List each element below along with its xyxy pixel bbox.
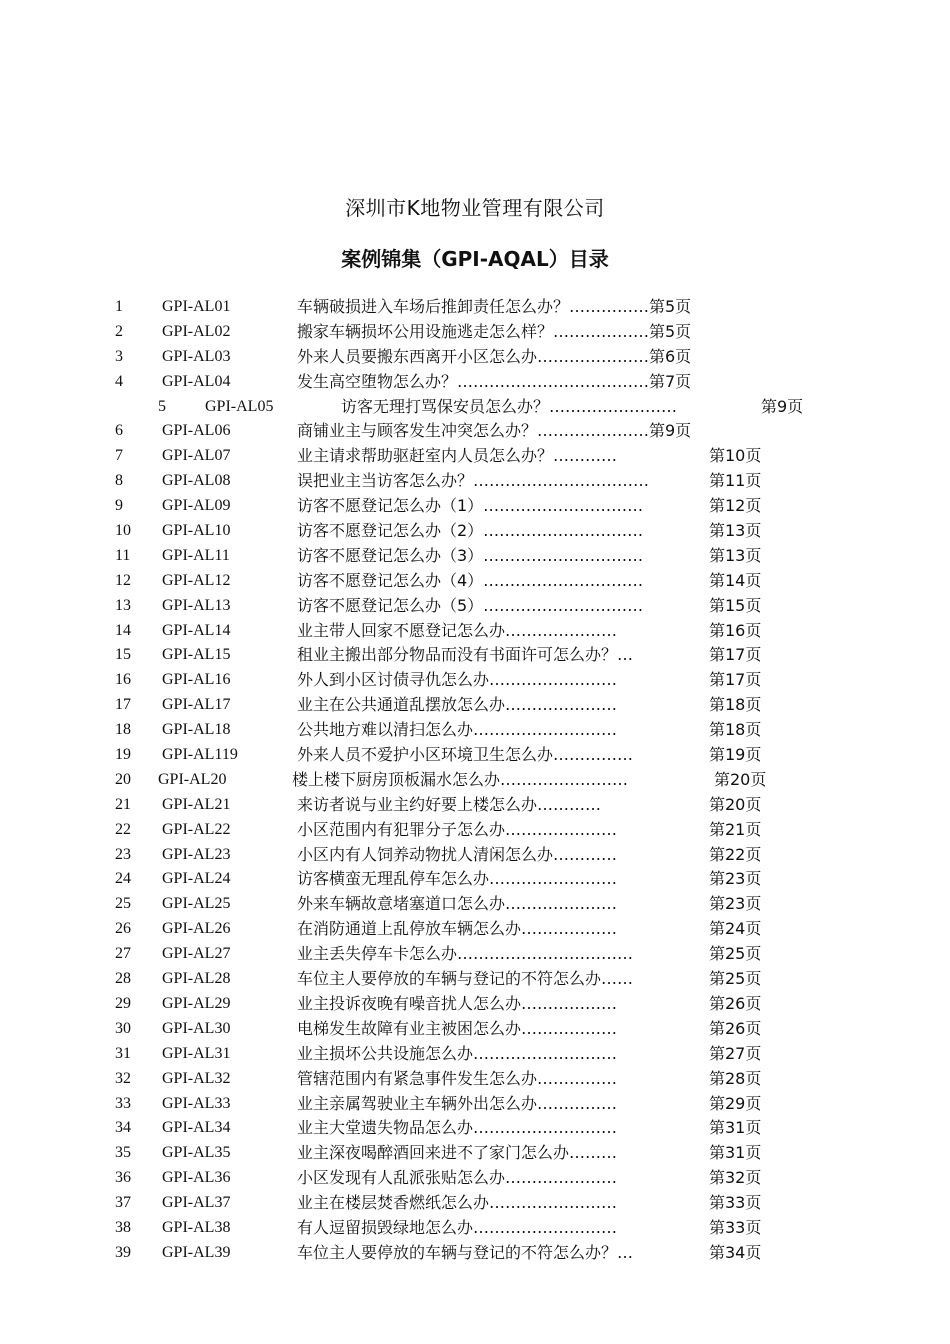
case-question: 小区范围内有犯罪分子怎么办………………… (297, 819, 618, 839)
toc-entry (0, 469, 950, 494)
case-code: GPI-AL34 (162, 1119, 231, 1137)
toc-entry (0, 345, 950, 370)
case-code: GPI-AL09 (162, 497, 231, 515)
entry-number: 4 (115, 372, 123, 390)
case-question: 业主在楼层焚香燃纸怎么办…………………… (297, 1193, 618, 1213)
case-code: GPI-AL05 (205, 397, 274, 415)
case-code: GPI-AL18 (162, 721, 231, 739)
entry-number: 22 (115, 820, 131, 838)
case-question: 业主投诉夜晚有噪音扰人怎么办……………… (297, 993, 618, 1013)
entry-number: 37 (115, 1194, 131, 1212)
case-question: 车位主人要停放的车辆与登记的不符怎么办？… (297, 1242, 634, 1262)
toc-entry (0, 395, 950, 420)
case-code: GPI-AL30 (162, 1019, 231, 1037)
case-question: 业主带人回家不愿登记怎么办………………… (297, 620, 618, 640)
entry-number: 6 (115, 422, 123, 440)
case-question: 租业主搬出部分物品而没有书面许可怎么办？… (297, 645, 634, 665)
entry-number: 33 (115, 1094, 131, 1112)
entry-number: 35 (115, 1144, 131, 1162)
page-reference: 第18页 (709, 695, 762, 715)
toc-entry (0, 419, 950, 444)
entry-number: 34 (115, 1119, 131, 1137)
case-code: GPI-AL119 (162, 746, 238, 764)
entry-number: 26 (115, 920, 131, 938)
case-question: 车位主人要停放的车辆与登记的不符怎么办…… (297, 969, 634, 989)
toc-entry (0, 818, 950, 843)
page-reference: 第26页 (709, 1018, 762, 1038)
toc-entry (0, 793, 950, 818)
toc-entry (0, 1092, 950, 1117)
entry-number: 17 (115, 696, 131, 714)
page-reference: 第22页 (709, 844, 762, 864)
page-reference: 第13页 (709, 545, 762, 565)
toc-entry (0, 643, 950, 668)
toc-entry (0, 917, 950, 942)
case-question: 外来车辆故意堵塞道口怎么办………………… (297, 894, 618, 914)
entry-number: 31 (115, 1044, 131, 1062)
case-question: 在消防通道上乱停放车辆怎么办……………… (297, 919, 618, 939)
toc-entry (0, 370, 950, 395)
entry-number: 36 (115, 1169, 131, 1187)
toc-entry (0, 295, 950, 320)
case-question: 小区内有人饲养动物扰人清闲怎么办………… (297, 844, 618, 864)
page-reference: 第20页 (714, 769, 767, 789)
toc-entry (0, 967, 950, 992)
page-reference: 第33页 (709, 1193, 762, 1213)
case-code: GPI-AL38 (162, 1218, 231, 1236)
entry-number: 28 (115, 970, 131, 988)
case-question: 业主丢失停车卡怎么办…………………………… (297, 944, 634, 964)
entry-number: 15 (115, 646, 131, 664)
case-code: GPI-AL23 (162, 845, 231, 863)
page-reference: 第27页 (709, 1043, 762, 1063)
case-code: GPI-AL15 (162, 646, 231, 664)
case-code: GPI-AL01 (162, 298, 231, 315)
entry-number: 10 (115, 522, 131, 540)
toc-entry (0, 942, 950, 967)
case-code: GPI-AL22 (162, 820, 231, 838)
toc-entry (0, 320, 950, 345)
case-code: GPI-AL08 (162, 472, 231, 490)
case-question: 访客无理打骂保安员怎么办？…………………… (341, 396, 678, 416)
case-question: 业主大堂遗失物品怎么办……………………… (297, 1118, 618, 1138)
case-question: 误把业主当访客怎么办？…………………………… (297, 471, 650, 491)
case-code: GPI-AL04 (162, 372, 231, 390)
case-question: 搬家车辆损坏公用设施逃走怎么样？………………第5页 (297, 321, 692, 341)
case-code: GPI-AL33 (162, 1094, 231, 1112)
document-title: 案例锦集（GPI-AQAL）目录 (341, 247, 609, 271)
case-code: GPI-AL29 (162, 994, 231, 1012)
page-reference: 第21页 (709, 819, 762, 839)
case-code: GPI-AL10 (162, 522, 231, 540)
page-reference: 第28页 (709, 1068, 762, 1088)
case-question: 访客不愿登记怎么办（3）………………………… (297, 545, 644, 565)
case-code: GPI-AL06 (162, 422, 231, 440)
toc-entry (0, 1017, 950, 1042)
page-reference: 第15页 (709, 595, 762, 615)
case-code: GPI-AL39 (162, 1243, 231, 1261)
entry-number: 13 (115, 596, 131, 614)
toc-entry (0, 1141, 950, 1166)
case-code: GPI-AL02 (162, 322, 231, 340)
toc-entry (0, 1166, 950, 1191)
toc-entry (0, 1191, 950, 1216)
page-reference: 第29页 (709, 1093, 762, 1113)
entry-number: 19 (115, 746, 131, 764)
entry-number: 30 (115, 1019, 131, 1037)
case-question: 商铺业主与顾客发生冲突怎么办？…………………第9页 (297, 421, 692, 441)
case-code: GPI-AL20 (158, 770, 227, 788)
case-code: GPI-AL31 (162, 1044, 231, 1062)
page-reference: 第20页 (709, 794, 762, 814)
entry-number: 14 (115, 621, 131, 639)
page-reference: 第17页 (709, 670, 762, 690)
toc-entry (0, 444, 950, 469)
case-code: GPI-AL12 (162, 571, 231, 589)
entry-number: 39 (115, 1243, 131, 1261)
case-question: 外人到小区讨债寻仇怎么办…………………… (297, 670, 618, 690)
case-question: 外来人员要搬东西离开小区怎么办…………………第6页 (297, 346, 692, 366)
case-question: 访客不愿登记怎么办（1）………………………… (297, 496, 644, 516)
page-reference: 第16页 (709, 620, 762, 640)
case-question: 业主损坏公共设施怎么办……………………… (297, 1043, 618, 1063)
page-reference: 第12页 (709, 496, 762, 516)
entry-number: 21 (115, 795, 131, 813)
page-reference: 第17页 (709, 645, 762, 665)
case-question: 楼上楼下厨房顶板漏水怎么办…………………… (292, 769, 629, 789)
entry-number: 7 (115, 447, 123, 465)
case-question: 业主请求帮助驱赶室内人员怎么办？………… (297, 446, 618, 466)
case-code: GPI-AL32 (162, 1069, 231, 1087)
entry-number: 25 (115, 895, 131, 913)
case-code: GPI-AL07 (162, 447, 231, 465)
case-question: 业主亲属驾驶业主车辆外出怎么办…………… (297, 1093, 618, 1113)
entry-number: 2 (115, 322, 123, 340)
case-question: 访客不愿登记怎么办（5）………………………… (297, 595, 644, 615)
table-of-contents (0, 295, 950, 1266)
toc-entry (0, 668, 950, 693)
page-reference: 第13页 (709, 521, 762, 541)
case-code: GPI-AL37 (162, 1194, 231, 1212)
toc-entry (0, 892, 950, 917)
page-reference: 第34页 (709, 1242, 762, 1262)
entry-number: 24 (115, 870, 131, 888)
toc-entry (0, 1116, 950, 1141)
case-code: GPI-AL17 (162, 696, 231, 714)
page-reference: 第23页 (709, 894, 762, 914)
toc-entry (0, 594, 950, 619)
entry-number: 23 (115, 845, 131, 863)
case-code: GPI-AL27 (162, 945, 231, 963)
case-code: GPI-AL28 (162, 970, 231, 988)
case-code: GPI-AL16 (162, 671, 231, 689)
case-question: 小区发现有人乱派张贴怎么办………………… (297, 1168, 618, 1188)
case-question: 外来人员不爱护小区环境卫生怎么办…………… (297, 745, 634, 765)
case-code: GPI-AL14 (162, 621, 231, 639)
entry-number: 1 (115, 298, 123, 315)
page-reference: 第11页 (709, 471, 762, 491)
entry-number: 27 (115, 945, 131, 963)
toc-entry (0, 494, 950, 519)
page-reference: 第23页 (709, 869, 762, 889)
case-code: GPI-AL35 (162, 1144, 231, 1162)
case-question: 访客不愿登记怎么办（2）………………………… (297, 521, 644, 541)
toc-entry (0, 768, 950, 793)
page-reference: 第18页 (709, 720, 762, 740)
entry-number: 18 (115, 721, 131, 739)
toc-entry (0, 718, 950, 743)
toc-entry (0, 992, 950, 1017)
page-reference: 第26页 (709, 993, 762, 1013)
toc-entry (0, 1067, 950, 1092)
case-code: GPI-AL11 (162, 546, 230, 564)
toc-entry (0, 1216, 950, 1241)
case-question: 访客不愿登记怎么办（4）………………………… (297, 570, 644, 590)
toc-entry (0, 569, 950, 594)
entry-number: 16 (115, 671, 131, 689)
toc-entry (0, 619, 950, 644)
case-code: GPI-AL25 (162, 895, 231, 913)
entry-number: 32 (115, 1069, 131, 1087)
toc-entry (0, 693, 950, 718)
toc-entry (0, 743, 950, 768)
case-code: GPI-AL21 (162, 795, 231, 813)
page-reference: 第9页 (761, 396, 804, 416)
case-question: 发生高空堕物怎么办？………………………………第7页 (297, 371, 692, 391)
entry-number: 8 (115, 472, 123, 490)
case-code: GPI-AL13 (162, 596, 231, 614)
case-question: 访客横蛮无理乱停车怎么办…………………… (297, 869, 618, 889)
entry-number: 3 (115, 347, 123, 365)
case-code: GPI-AL03 (162, 347, 231, 365)
case-question: 公共地方难以清扫怎么办……………………… (297, 720, 618, 740)
toc-entry (0, 843, 950, 868)
entry-number: 38 (115, 1218, 131, 1236)
page-reference: 第19页 (709, 745, 762, 765)
page-reference: 第25页 (709, 944, 762, 964)
toc-entry (0, 1241, 950, 1266)
toc-entry (0, 867, 950, 892)
entry-number: 20 (115, 770, 131, 788)
case-question: 业主在公共通道乱摆放怎么办………………… (297, 695, 618, 715)
toc-entry (0, 519, 950, 544)
page-reference: 第25页 (709, 969, 762, 989)
case-question: 有人逗留损毁绿地怎么办……………………… (297, 1217, 618, 1237)
entry-number: 11 (115, 546, 131, 564)
case-question: 管辖范围内有紧急事件发生怎么办…………… (297, 1068, 618, 1088)
case-code: GPI-AL24 (162, 870, 231, 888)
case-question: 来访者说与业主约好要上楼怎么办………… (297, 794, 602, 814)
toc-entry (0, 1042, 950, 1067)
page-reference: 第24页 (709, 919, 762, 939)
case-question: 电梯发生故障有业主被困怎么办……………… (297, 1018, 618, 1038)
page-reference: 第14页 (709, 570, 762, 590)
page-reference: 第31页 (709, 1143, 762, 1163)
case-question: 车辆破损进入车场后推卸责任怎么办？……………第5页 (297, 297, 692, 316)
entry-number: 5 (158, 397, 166, 415)
page-reference: 第33页 (709, 1217, 762, 1237)
page-reference: 第32页 (709, 1168, 762, 1188)
entry-number: 29 (115, 994, 131, 1012)
company-name: 深圳市K地物业管理有限公司 (345, 196, 605, 220)
entry-number: 12 (115, 571, 131, 589)
page-reference: 第31页 (709, 1118, 762, 1138)
entry-number: 9 (115, 497, 123, 515)
page-reference: 第10页 (709, 446, 762, 466)
case-question: 业主深夜喝醉酒回来进不了家门怎么办……… (297, 1143, 618, 1163)
case-code: GPI-AL36 (162, 1169, 231, 1187)
case-code: GPI-AL26 (162, 920, 231, 938)
toc-entry (0, 544, 950, 569)
